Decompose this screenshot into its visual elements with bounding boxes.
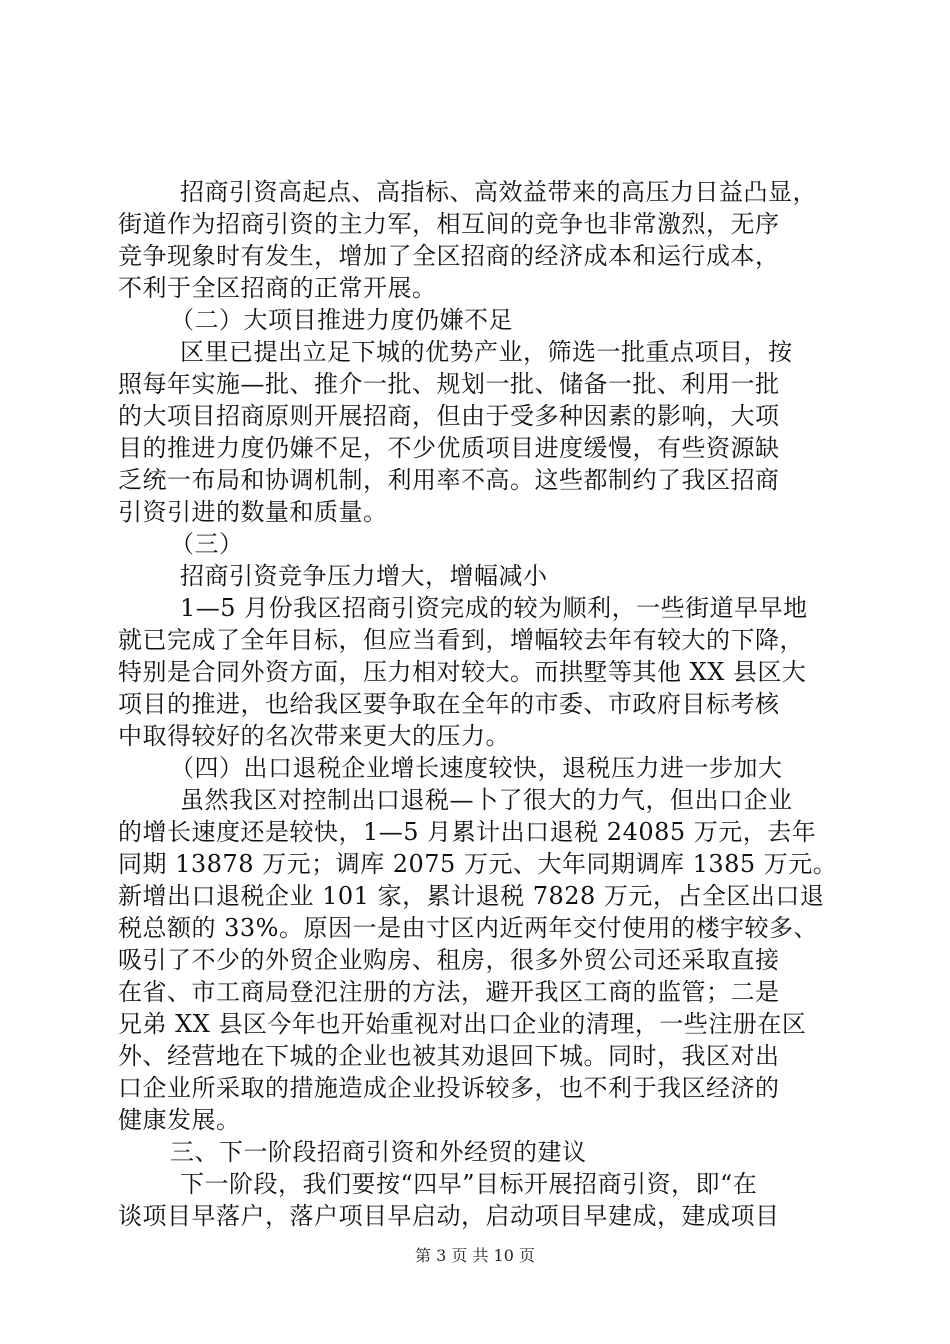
- text-line: 兄弟 XX 县区今年也开始重视对出口企业的清理，一些注册在区: [118, 1010, 807, 1038]
- text-line: 中取得较好的名次带来更大的压力。: [118, 722, 510, 750]
- text-line: 引资引进的数量和质量。: [118, 498, 388, 526]
- text-line: 招商引资高起点、高指标、高效益带来的高压力日益凸显，: [180, 178, 817, 206]
- text-line: 区里已提出立足下城的优势产业，筛选一批重点项目，按: [180, 338, 793, 366]
- text-line: 竞争现象时有发生，增加了全区招商的经济成本和运行成本，: [118, 242, 780, 270]
- text-line: 口企业所采取的措施造成企业投诉较多，也不利于我区经济的: [118, 1074, 780, 1102]
- text-line: 乏统一布局和协调机制，利用率不高。这些都制约了我区招商: [118, 466, 780, 494]
- body-text: [118, 176, 838, 1232]
- text-line: 谈项目早落户，落户项目早启动，启动项目早建成，建成项目: [118, 1202, 780, 1230]
- text-line: 新增出口退税企业 101 家，累计退税 7828 万元，占全区出口退: [118, 882, 825, 910]
- section-heading: 三、下一阶段招商引资和外经贸的建议: [170, 1138, 587, 1166]
- text-line: 在省、市工商局登氾注册的方法，避开我区工商的监管；二是: [118, 978, 780, 1006]
- text-line: 特别是合同外资方面，压力相对较大。而拱墅等其他 XX 县区大: [118, 658, 807, 686]
- text-line: 照每年实施—批、推介一批、规划一批、储备一批、利用一批: [118, 370, 780, 398]
- section-heading: （三）: [170, 530, 244, 558]
- text-line: 目的推进力度仍嫌不足，不少优质项目进度缓慢，有些资源缺: [118, 434, 780, 462]
- section-heading: 招商引资竞争压力增大，增幅减小: [180, 562, 548, 590]
- section-heading: （二）大项目推进力度仍嫌不足: [170, 306, 513, 334]
- text-line: 的增长速度还是较快，1—5 月累计出口退税 24085 万元，去年: [118, 818, 817, 846]
- text-line: 同期 13878 万元；调库 2075 万元、大年同期调库 1385 万元。: [118, 850, 838, 878]
- text-line: 项目的推进，也给我区要争取在全年的市委、市政府目标考核: [118, 690, 780, 718]
- text-line: 虽然我区对控制出口退税—卜了很大的力气，但出口企业: [180, 786, 793, 814]
- text-line: 的大项目招商原则开展招商，但由于受多种因素的影响，大项: [118, 402, 780, 430]
- text-line: 就已完成了全年目标，但应当看到，增幅较去年有较大的下降，: [118, 626, 804, 654]
- text-line: 税总额的 33%。原因一是由寸区内近两年交付使用的楼宇较多、: [118, 914, 818, 942]
- text-line: 下一阶段，我们要按“四早”目标开展招商引资，即“在: [180, 1170, 758, 1198]
- text-line: 1—5 月份我区招商引资完成的较为顺利，一些街道早早地: [180, 594, 808, 622]
- page-footer: 第 3 页 共 10 页: [415, 1246, 535, 1265]
- text-line: 街道作为招商引资的主力军，相互间的竞争也非常激烈，无序: [118, 210, 780, 238]
- text-line: 不利于全区招商的正常开展。: [118, 274, 437, 302]
- text-line: 吸引了不少的外贸企业购房、租房，很多外贸公司还采取直接: [118, 946, 780, 974]
- text-line: 健康发展。: [118, 1106, 241, 1134]
- text-line: 外、经营地在下城的企业也被其劝退回下城。同时，我区对出: [118, 1042, 780, 1070]
- section-heading: （四）出口退税企业增长速度较快，退税压力进一步加大: [170, 754, 783, 782]
